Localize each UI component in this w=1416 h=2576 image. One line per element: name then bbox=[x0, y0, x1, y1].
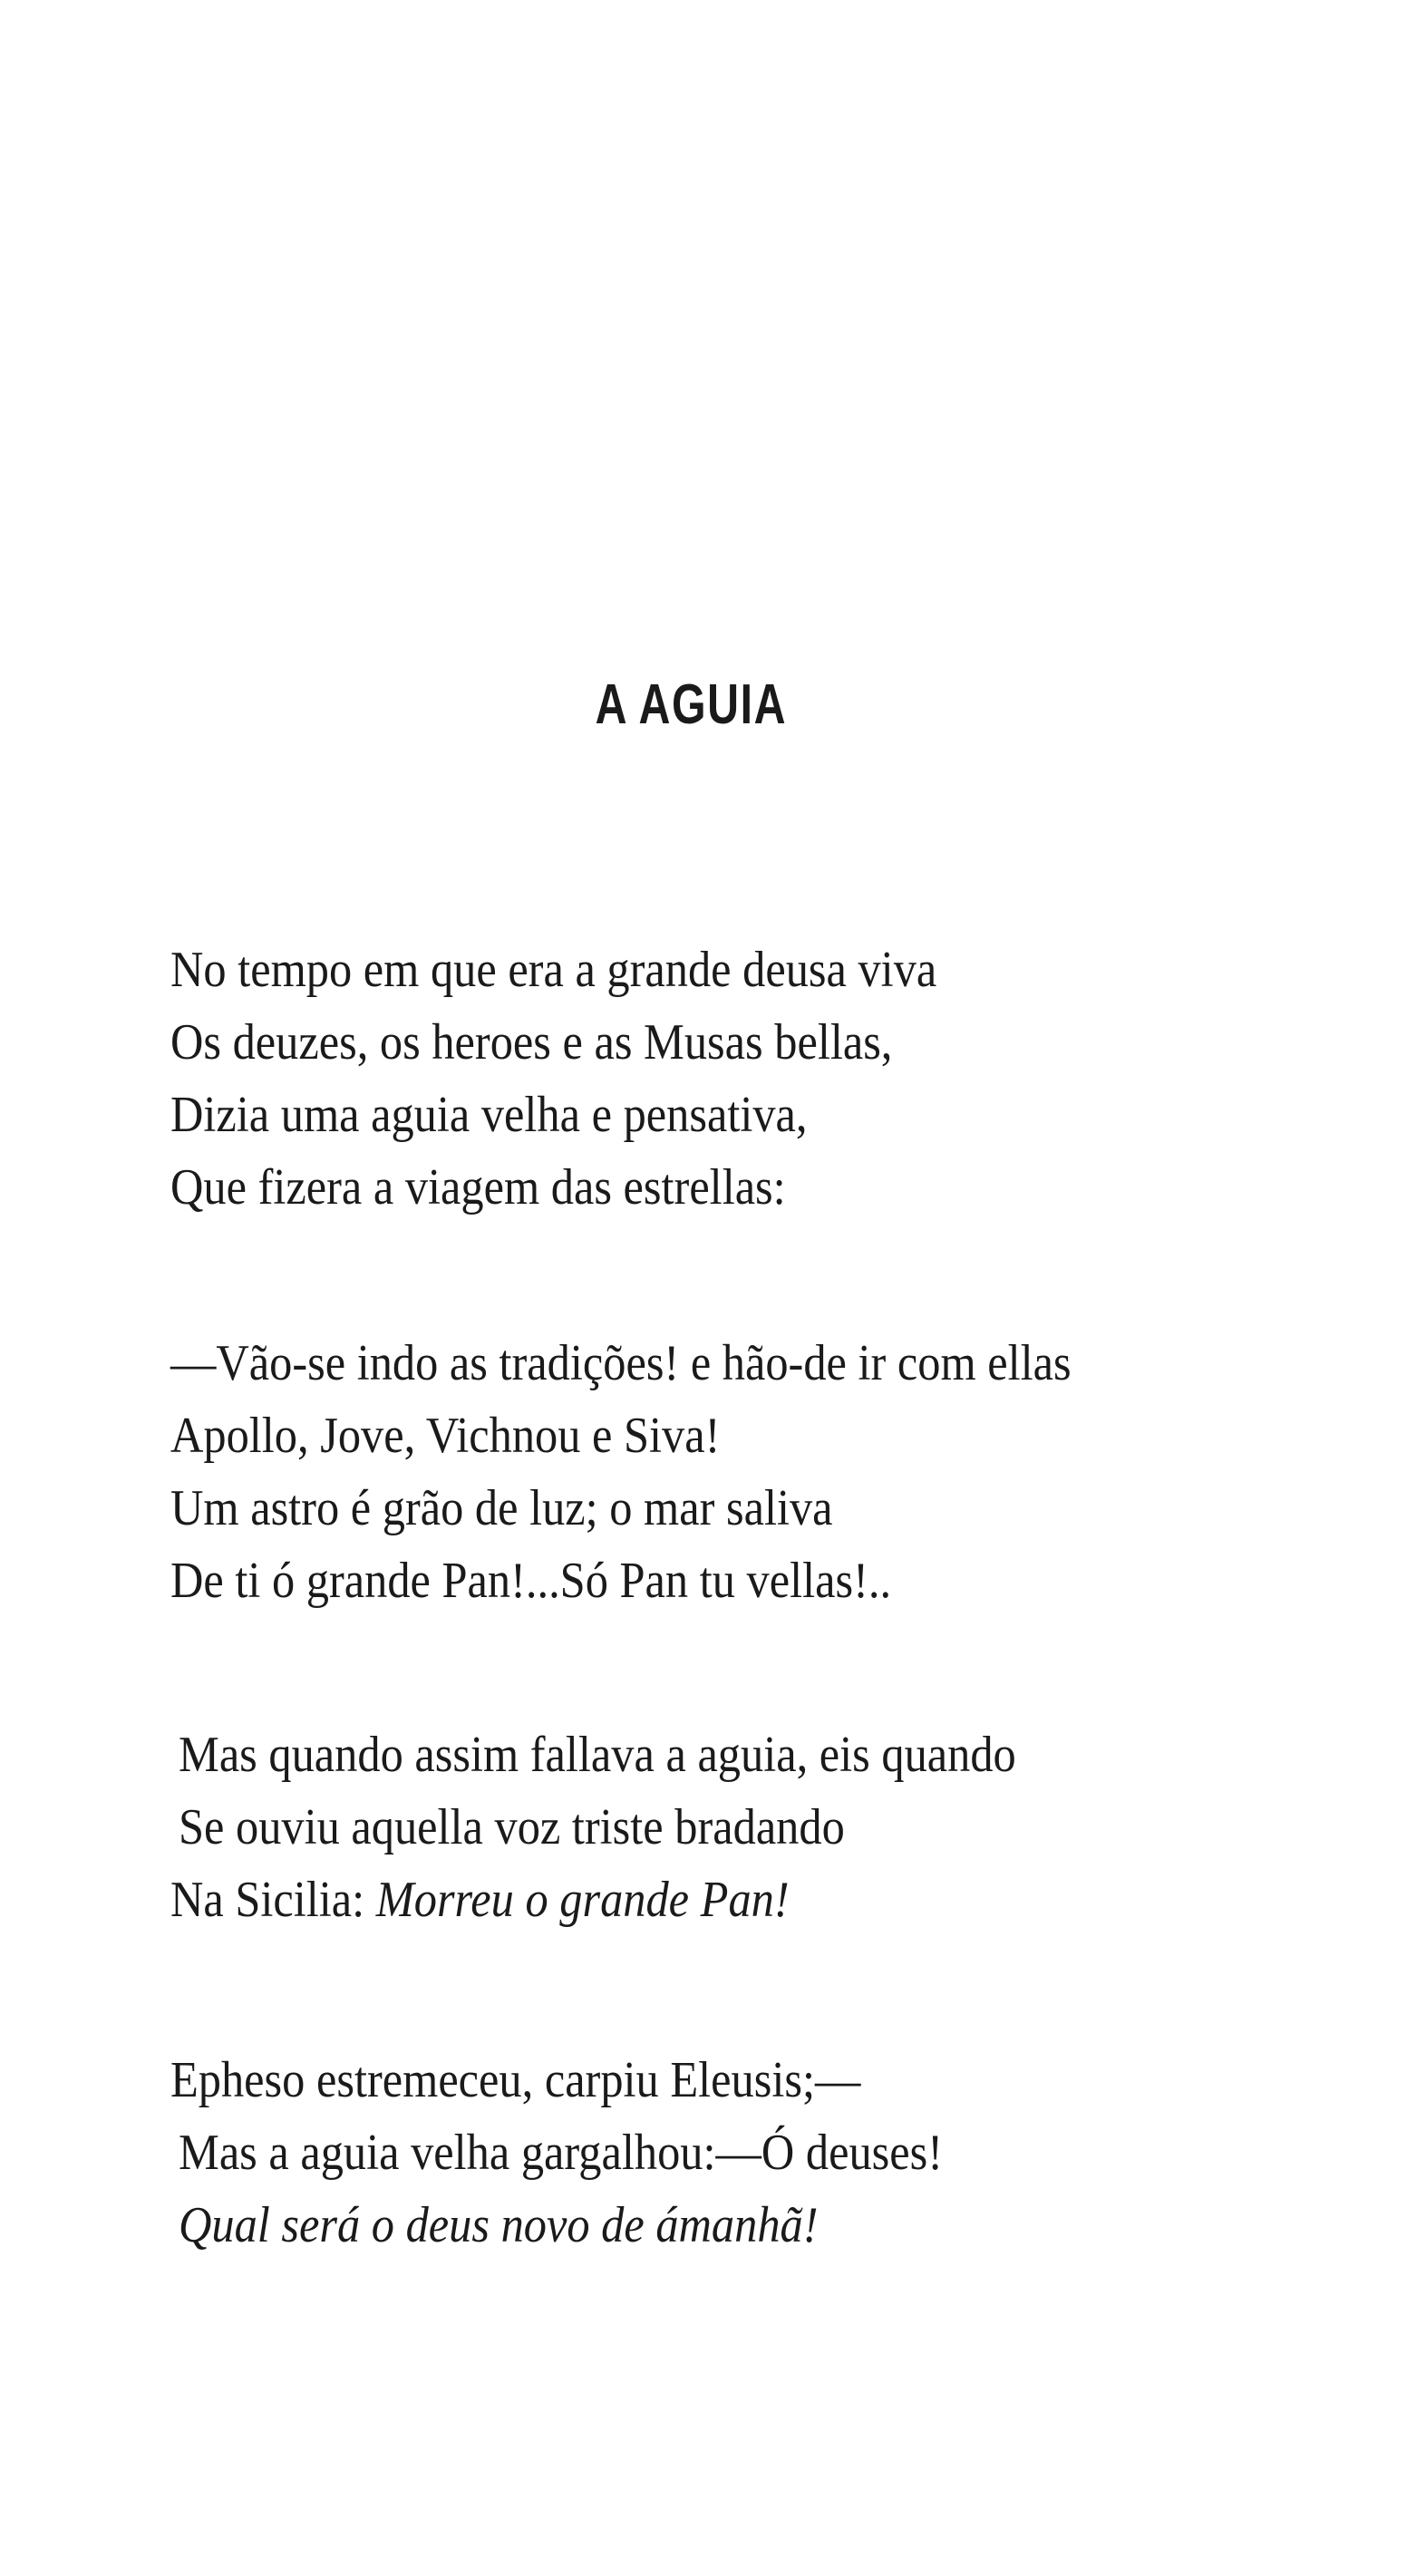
verse-line: Dizia uma aguia velha e pensativa, bbox=[170, 1087, 808, 1143]
verse-line: Um astro é grão de luz; o mar saliva bbox=[170, 1480, 833, 1536]
stanza-3 bbox=[170, 1719, 1110, 1936]
stanza-1 bbox=[170, 934, 1022, 1224]
verse-line: No tempo em que era a grande deusa viva bbox=[170, 942, 937, 998]
stanza-4 bbox=[170, 2044, 1029, 2261]
italic-verse-line: Qual será o deus novo de ámanhã! bbox=[179, 2197, 819, 2253]
verse-line: Epheso estremeceu, carpiu Eleusis;— bbox=[170, 2052, 861, 2108]
stanza-2 bbox=[170, 1327, 1171, 1617]
verse-line: Mas quando assim fallava a aguia, eis quando bbox=[179, 1727, 1016, 1783]
verse-line bbox=[170, 1864, 1016, 1936]
italic-exclamation: Morreu o grande Pan! bbox=[375, 1872, 790, 1928]
verse-line: Apollo, Jove, Vichnou e Siva! bbox=[170, 1408, 721, 1464]
verse-line: De ti ó grande Pan!...Só Pan tu vellas!.. bbox=[170, 1553, 892, 1609]
verse-line: Os deuzes, os heroes e as Musas bellas, bbox=[170, 1014, 893, 1070]
poem-title: A AGUIA bbox=[595, 673, 788, 736]
verse-text: Na Sicilia: bbox=[170, 1872, 376, 1928]
verse-line: Que fizera a viagem das estrellas: bbox=[170, 1159, 786, 1215]
verse-line: —Vão-se indo as tradições! e hão-de ir com ellas bbox=[170, 1335, 1072, 1391]
verse-line: Mas a aguia velha gargalhou:—Ó deuses! bbox=[179, 2125, 944, 2181]
verse-line: Se ouviu aquella voz triste bradando bbox=[179, 1799, 845, 1855]
